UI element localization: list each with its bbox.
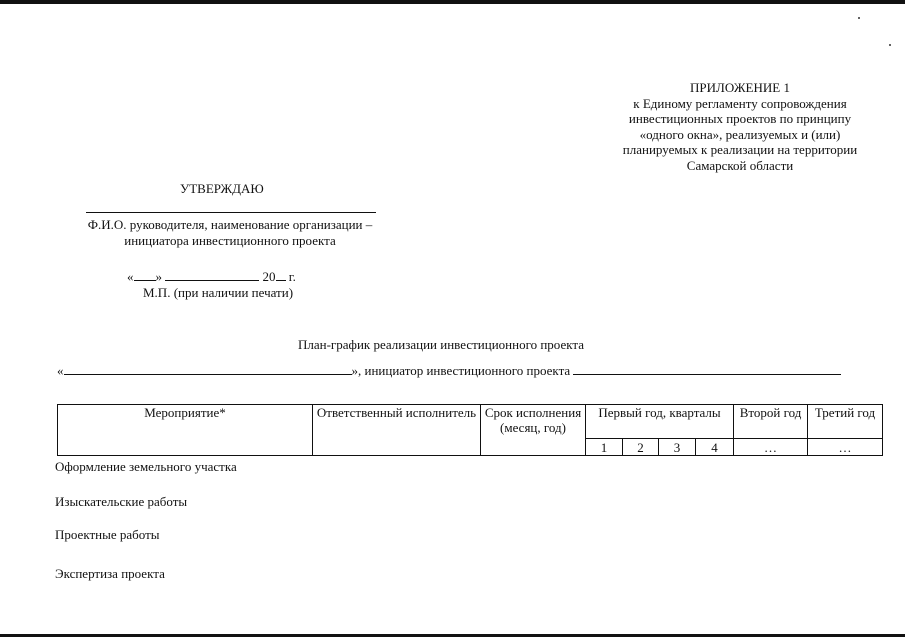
third-year-ellipsis: … bbox=[808, 439, 883, 456]
project-name-blank bbox=[64, 362, 352, 375]
project-name-line bbox=[57, 362, 841, 379]
approval-date bbox=[127, 268, 296, 285]
header-first-year: Первый год, кварталы bbox=[586, 405, 734, 439]
appendix-title: ПРИЛОЖЕНИЕ 1 bbox=[690, 80, 790, 95]
day-blank bbox=[134, 268, 156, 281]
initiator-label: », инициатор инвестиционного проекта bbox=[351, 363, 571, 378]
bottom-border bbox=[0, 634, 905, 637]
month-blank bbox=[165, 268, 259, 281]
activity-item: Экспертиза проекта bbox=[55, 566, 165, 581]
appendix-block bbox=[590, 80, 890, 173]
activity-item: Проектные работы bbox=[55, 527, 160, 542]
date-year-suffix: г. bbox=[288, 269, 296, 284]
appendix-line: инвестиционных проектов по принципу bbox=[628, 111, 852, 126]
top-border bbox=[0, 0, 905, 4]
initiator-blank bbox=[573, 362, 841, 375]
date-quote-open: « bbox=[127, 269, 134, 284]
second-year-ellipsis: … bbox=[734, 439, 808, 456]
plan-title: План-график реализации инвестиционного проекта bbox=[298, 337, 584, 352]
appendix-line: к Единому регламенту сопровождения bbox=[633, 95, 847, 111]
approval-title: УТВЕРЖДАЮ bbox=[180, 181, 264, 196]
date-quote-close: » bbox=[155, 269, 162, 284]
year-blank bbox=[276, 268, 286, 281]
signature-line bbox=[86, 212, 376, 213]
quarter-2: 2 bbox=[623, 439, 659, 456]
header-activity: Мероприятие* bbox=[58, 405, 313, 456]
signer-caption-line: инициатора инвестиционного проекта bbox=[124, 233, 336, 248]
date-year-prefix: 20 bbox=[262, 269, 276, 284]
scan-speck bbox=[858, 17, 860, 19]
schedule-table bbox=[57, 404, 883, 456]
appendix-line: «одного окна», реализуемых и (или) bbox=[639, 126, 841, 142]
appendix-line: планируемых к реализации на территории bbox=[622, 142, 858, 157]
header-second-year: Второй год bbox=[734, 405, 808, 439]
quarter-3: 3 bbox=[659, 439, 696, 456]
header-responsible: Ответственный исполнитель bbox=[313, 405, 481, 456]
activity-item: Изыскательские работы bbox=[55, 494, 188, 509]
appendix-line: Самарской области bbox=[686, 157, 794, 173]
header-deadline: Срок исполнения (месяц, год) bbox=[481, 405, 586, 456]
signer-caption bbox=[60, 217, 400, 249]
header-third-year: Третий год bbox=[808, 405, 883, 439]
signer-caption-line: Ф.И.О. руководителя, наименование организации – bbox=[87, 217, 373, 232]
activity-item: Оформление земельного участка bbox=[55, 459, 237, 474]
stamp-note: М.П. (при наличии печати) bbox=[143, 285, 294, 300]
scan-speck bbox=[889, 44, 891, 46]
quarter-1: 1 bbox=[586, 439, 623, 456]
quarter-4: 4 bbox=[696, 439, 734, 456]
project-quote-open: « bbox=[57, 363, 64, 378]
